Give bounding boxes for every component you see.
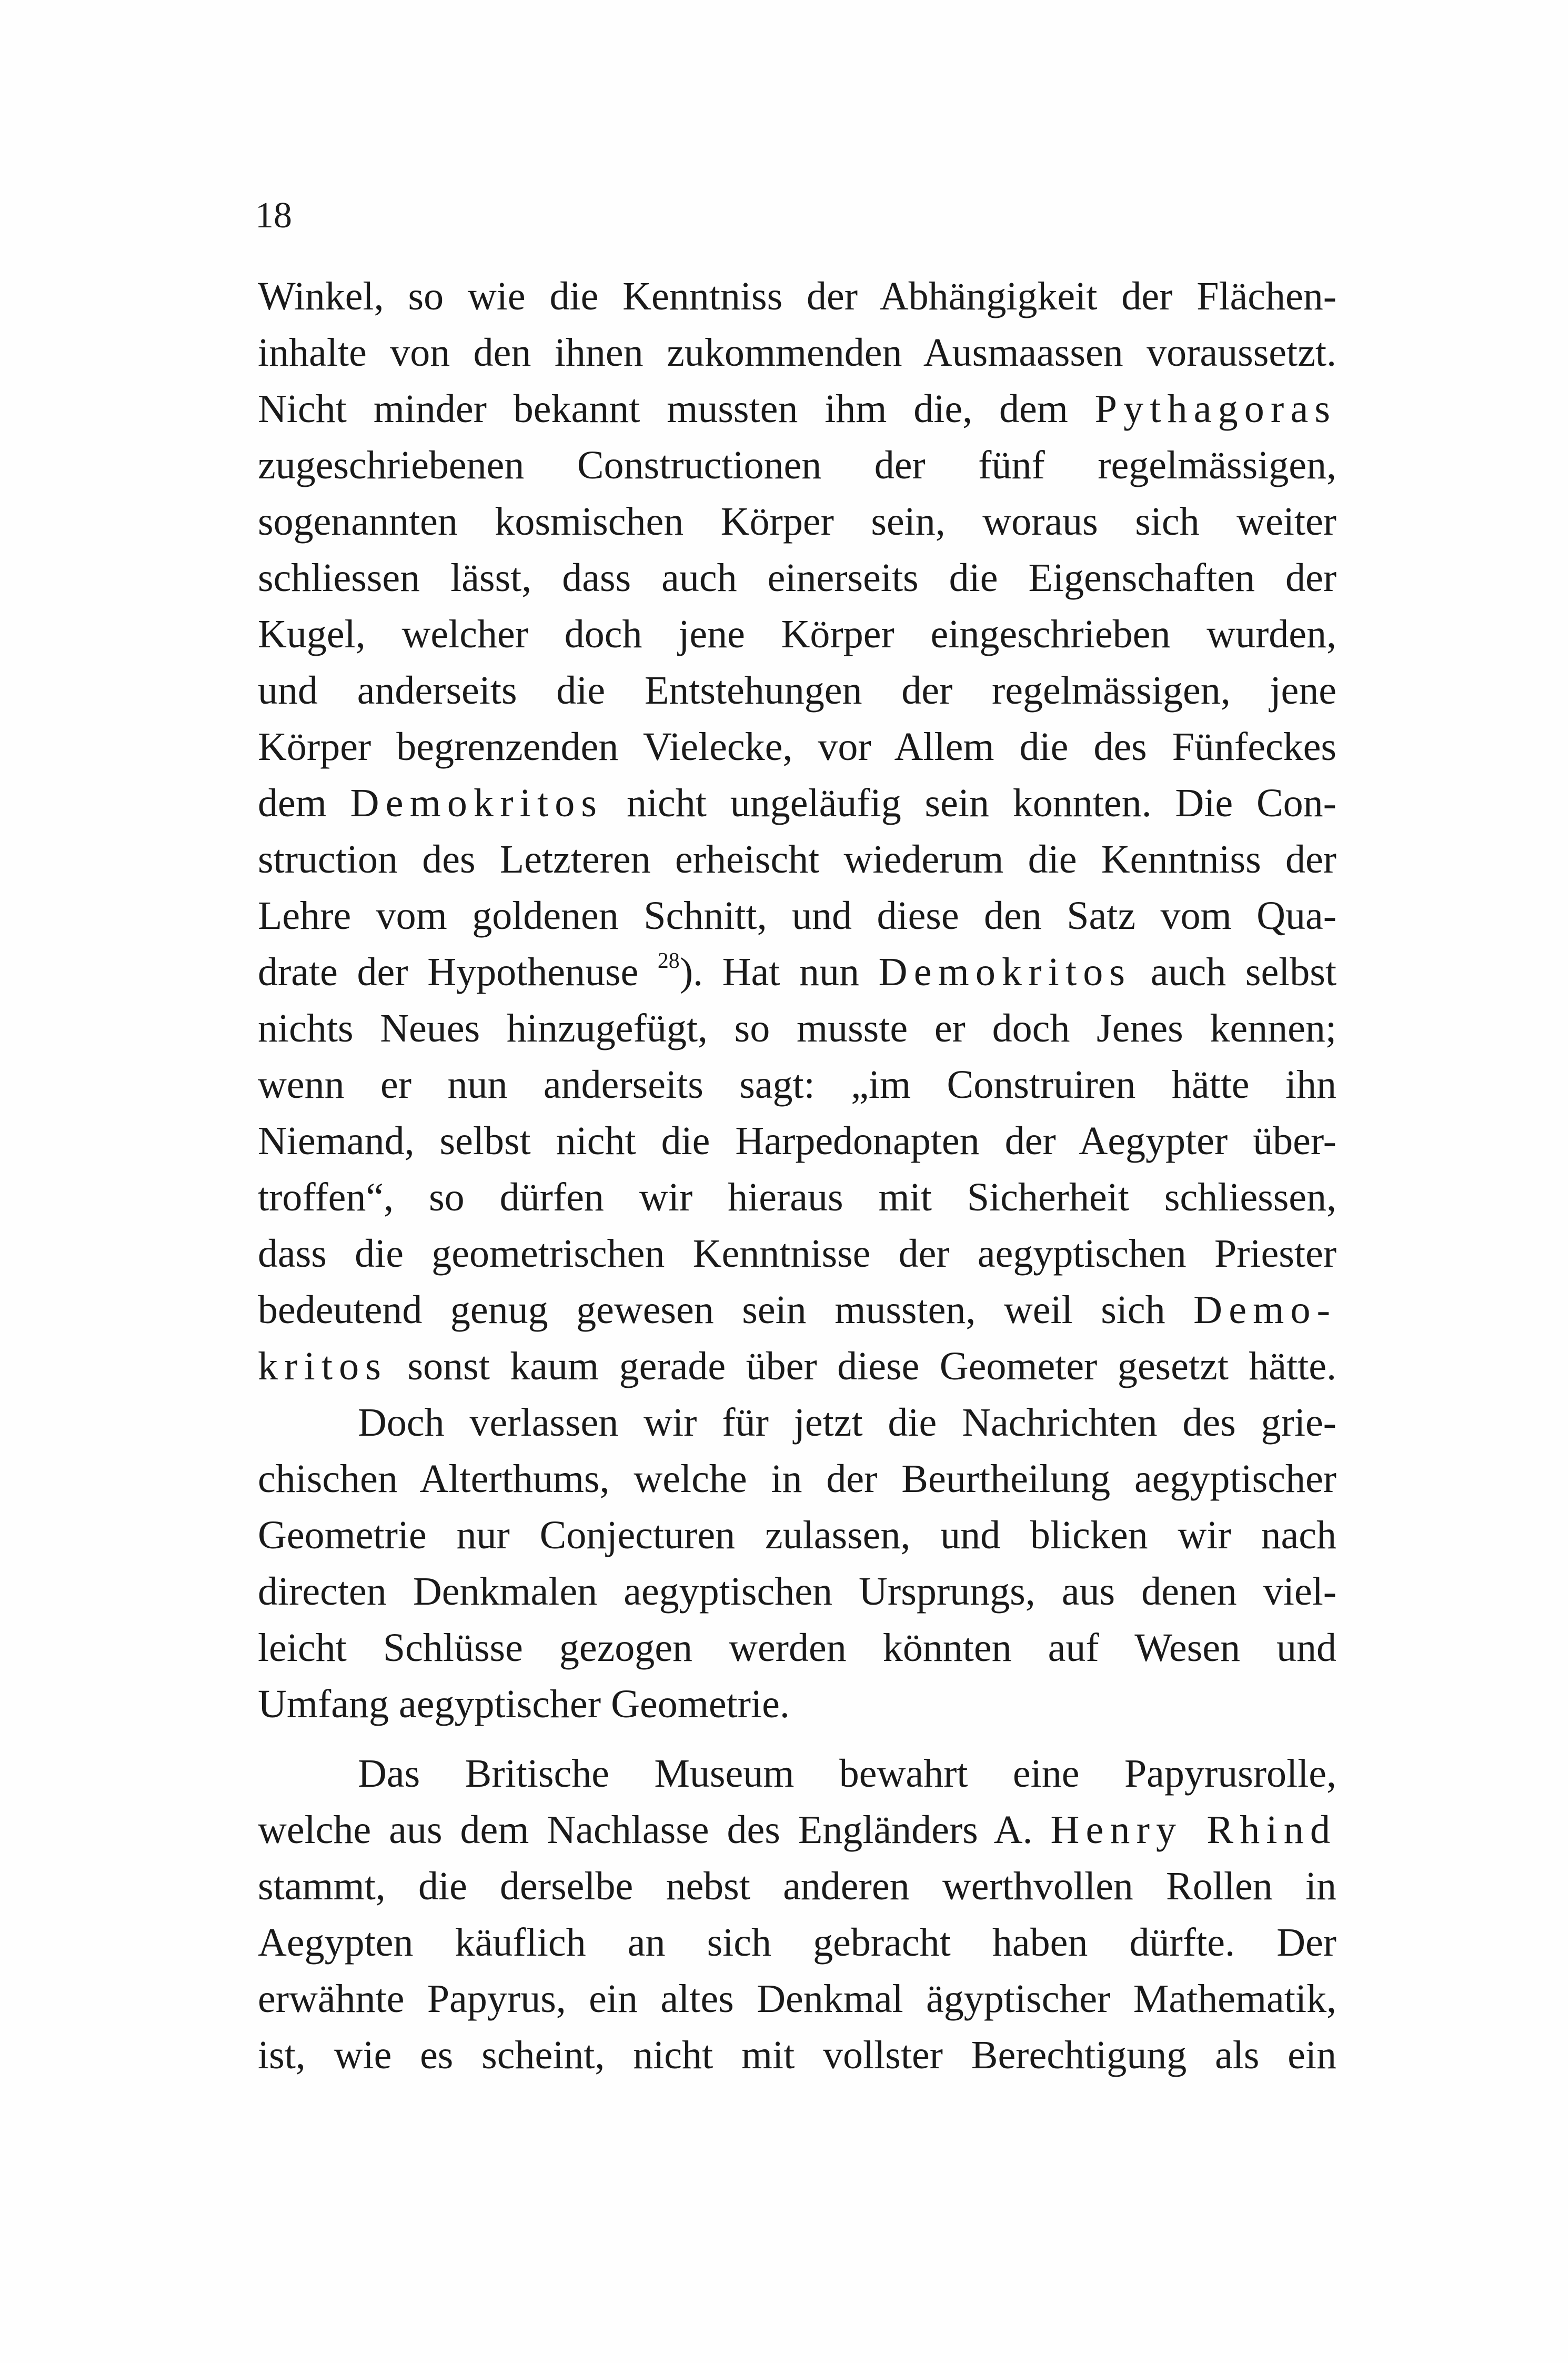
text-line: Winkel, so wie die Kenntniss der Abhängigkeit der Flächen-: [258, 274, 1336, 318]
text-line: Doch verlassen wir für jetzt die Nachrichten des grie-: [358, 1400, 1336, 1445]
page-number: 18: [255, 195, 292, 236]
text-line: zugeschriebenen Constructionen der fünf regelmässigen,: [258, 443, 1336, 487]
text-line: drate der Hypothenuse $^{28}$). Hat nun Demokritos auch selbst: [258, 949, 1336, 994]
text-line: erwähnte Papyrus, ein altes Denkmal ägyptischer Mathematik,: [258, 1977, 1336, 2021]
spaced-name: Pythagoras: [1094, 387, 1336, 431]
text-line: Niemand, selbst nicht die Harpedonapten der Aegypter über-: [258, 1119, 1336, 1163]
text-line: struction des Letzteren erheischt wiederum die Kenntniss der: [258, 837, 1336, 882]
text-line: leicht Schlüsse gezogen werden könnten auf Wesen und: [258, 1626, 1336, 1670]
body-text: [258, 268, 1336, 2084]
text-line: nichts Neues hinzugefügt, so musste er doch Jenes kennen;: [258, 1006, 1336, 1050]
footnote-ref: 28: [657, 949, 680, 974]
text-line: Geometrie nur Conjecturen zulassen, und blicken wir nach: [258, 1513, 1336, 1557]
spaced-name: Henry Rhind: [1050, 1808, 1336, 1852]
spaced-name: Demo-: [1193, 1288, 1336, 1332]
text-line: dem Demokritos nicht ungeläufig sein konnten. Die Con-: [258, 781, 1336, 825]
text-line: Das Britische Museum bewahrt eine Papyrusrolle,: [358, 1751, 1336, 1796]
paragraph-gap: [258, 1733, 1336, 1746]
text-line: Aegypten käuflich an sich gebracht haben dürfte. Der: [258, 1920, 1336, 1965]
text-line: sogenannten kosmischen Körper sein, woraus sich weiter: [258, 499, 1336, 544]
text-line: kritos sonst kaum gerade über diese Geometer gesetzt hätte.: [258, 1344, 1336, 1388]
text-line: bedeutend genug gewesen sein mussten, weil sich Demo-: [258, 1288, 1336, 1332]
text-line: Kugel, welcher doch jene Körper eingeschrieben wurden,: [258, 612, 1336, 656]
text-line: directen Denkmalen aegyptischen Ursprungs, aus denen viel-: [258, 1569, 1336, 1614]
spaced-name: kritos: [258, 1344, 388, 1388]
text-line: schliessen lässt, dass auch einerseits die Eigenschaften der: [258, 556, 1336, 600]
text-line: und anderseits die Entstehungen der regelmässigen, jene: [258, 668, 1336, 713]
spaced-name: Demokritos: [878, 950, 1132, 994]
text-line: Lehre vom goldenen Schnitt, und diese den Satz vom Qua-: [258, 894, 1336, 938]
spaced-name: Demokritos: [350, 781, 604, 825]
text-line: dass die geometrischen Kenntnisse der aegyptischen Priester: [258, 1231, 1336, 1276]
text-line: troffen“, so dürfen wir hieraus mit Sicherheit schliessen,: [258, 1175, 1336, 1219]
text-line: chischen Alterthums, welche in der Beurtheilung aegyptischer: [258, 1457, 1336, 1501]
text-line: ist, wie es scheint, nicht mit vollster Berechtigung als ein: [258, 2033, 1336, 2077]
text-line: welche aus dem Nachlasse des Engländers A. Henry Rhind: [258, 1808, 1336, 1852]
text-line: wenn er nun anderseits sagt: „im Construiren hätte ihn: [258, 1063, 1336, 1107]
text-line: inhalte von den ihnen zukommenden Ausmaassen voraussetzt.: [258, 331, 1336, 375]
text-line: Körper begrenzenden Vielecke, vor Allem die des Fünfeckes: [258, 725, 1336, 769]
text-line: stammt, die derselbe nebst anderen werthvollen Rollen in: [258, 1864, 1336, 1908]
text-line: Nicht minder bekannt mussten ihm die, dem Pythagoras: [258, 387, 1336, 431]
text-line: Umfang aegyptischer Geometrie.: [258, 1682, 790, 1726]
